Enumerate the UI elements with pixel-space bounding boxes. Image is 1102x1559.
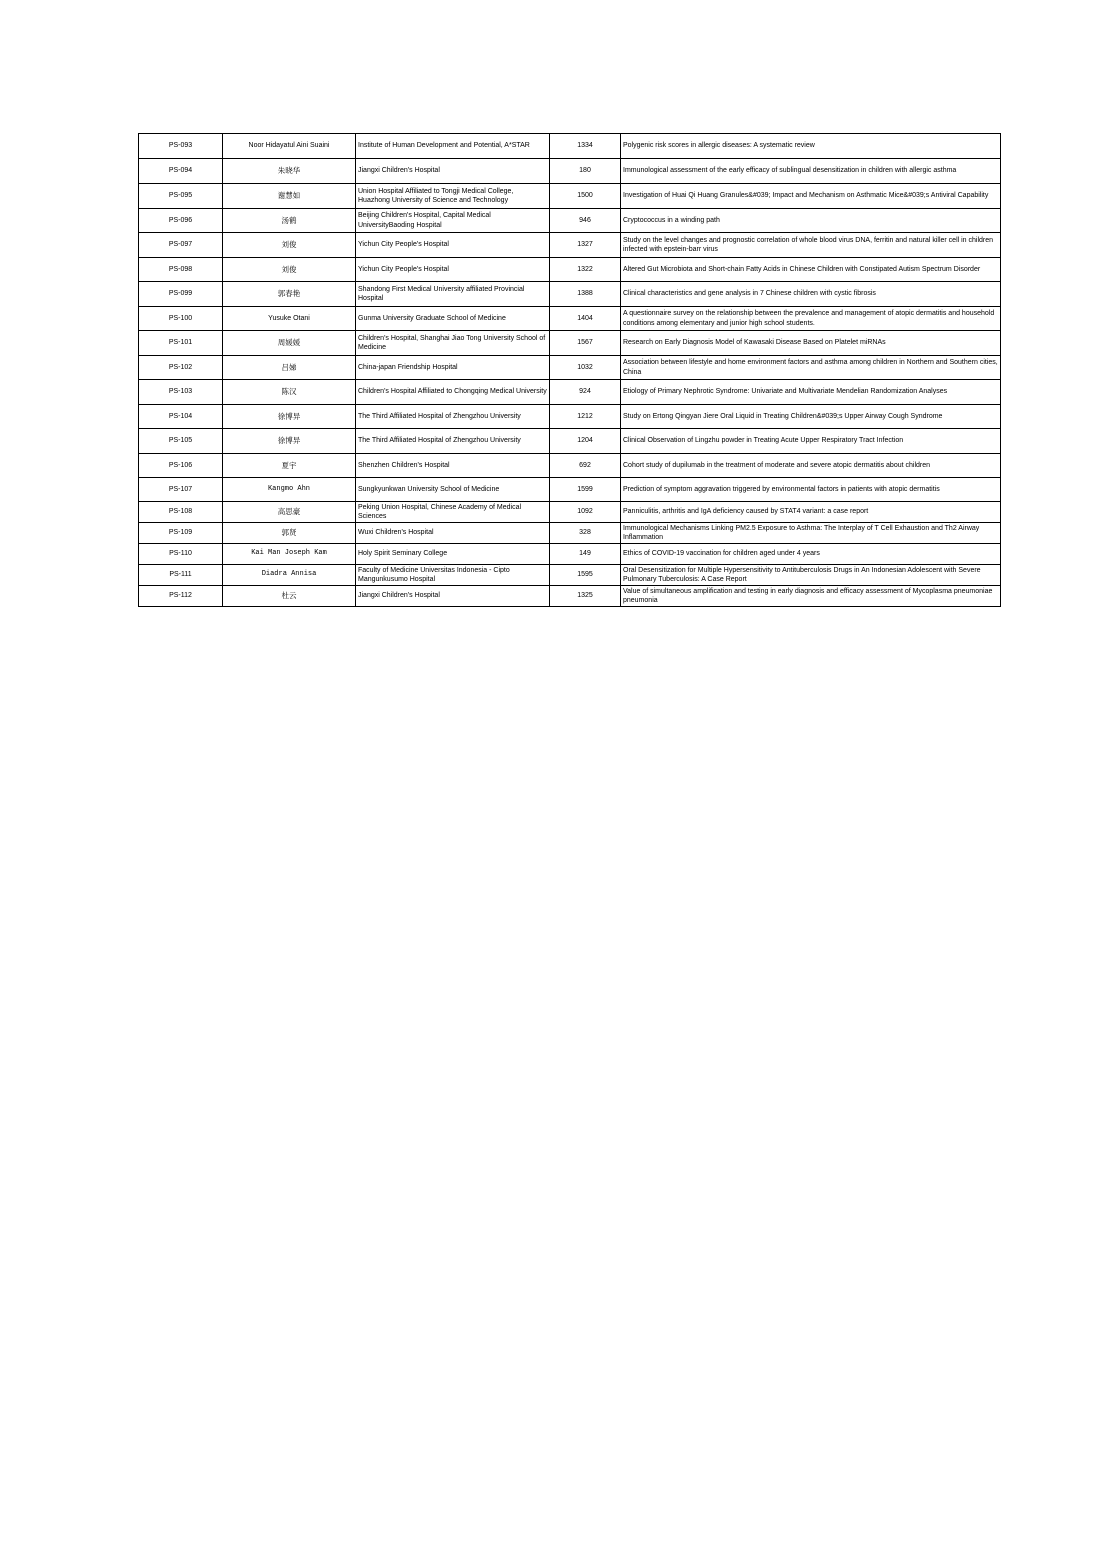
abstract-title: Study on Ertong Qingyan Jiere Oral Liquid in Treating Children&#039;s Upper Airway Cough Syndrome — [621, 405, 1001, 429]
presenter-name: 郭贤 — [223, 523, 356, 544]
poster-code: PS-108 — [139, 502, 223, 523]
abstract-id: 1322 — [550, 258, 621, 282]
presenter-name: Noor Hidayatul Aini Suaini — [223, 134, 356, 159]
abstract-id: 1599 — [550, 478, 621, 502]
abstract-title: Association between lifestyle and home environment factors and asthma among children in Northern and Southern cities, China — [621, 356, 1001, 380]
abstract-title: Prediction of symptom aggravation triggered by environmental factors in patients with atopic dermatitis — [621, 478, 1001, 502]
abstract-title: Value of simultaneous amplification and testing in early diagnosis and efficacy assessment of Mycoplasma pneumoniae pneumonia — [621, 586, 1001, 607]
institution: Beijing Children's Hospital, Capital Medical UniversityBaoding Hospital — [356, 209, 550, 233]
abstract-id: 946 — [550, 209, 621, 233]
abstract-id: 1092 — [550, 502, 621, 523]
table-row — [139, 380, 1001, 405]
abstract-id: 149 — [550, 544, 621, 565]
table-row — [139, 565, 1001, 586]
abstract-id: 1404 — [550, 307, 621, 331]
abstract-id: 1212 — [550, 405, 621, 429]
institution: Shenzhen Children's Hospital — [356, 454, 550, 478]
institution: China-japan Friendship Hospital — [356, 356, 550, 380]
presenter-name: 高思豪 — [223, 502, 356, 523]
institution: Holy Spirit Seminary College — [356, 544, 550, 565]
institution: The Third Affiliated Hospital of Zhengzhou University — [356, 405, 550, 429]
table-row — [139, 258, 1001, 282]
table-row — [139, 282, 1001, 307]
abstract-title: Immunological Mechanisms Linking PM2.5 Exposure to Asthma: The Interplay of T Cell Exhaustion and Th2 Airway Inflammation — [621, 523, 1001, 544]
poster-code: PS-097 — [139, 233, 223, 258]
abstract-title: Cryptococcus in a winding path — [621, 209, 1001, 233]
abstract-id: 180 — [550, 159, 621, 184]
institution: Children's Hospital, Shanghai Jiao Tong University School of Medicine — [356, 331, 550, 356]
abstract-title: Research on Early Diagnosis Model of Kawasaki Disease Based on Platelet miRNAs — [621, 331, 1001, 356]
table-row — [139, 331, 1001, 356]
institution: Institute of Human Development and Potential, A*STAR — [356, 134, 550, 159]
poster-code: PS-110 — [139, 544, 223, 565]
table-row — [139, 523, 1001, 544]
table-row — [139, 454, 1001, 478]
presenter-name: Kangmo Ahn — [223, 478, 356, 502]
table-row — [139, 478, 1001, 502]
poster-code: PS-101 — [139, 331, 223, 356]
abstract-title: Ethics of COVID-19 vaccination for children aged under 4 years — [621, 544, 1001, 565]
institution: The Third Affiliated Hospital of Zhengzhou University — [356, 429, 550, 454]
presenter-name: Kai Man Joseph Kam — [223, 544, 356, 565]
institution: Union Hospital Affiliated to Tongji Medical College, Huazhong University of Science and Technology — [356, 184, 550, 209]
presenter-name: Diadra Annisa — [223, 565, 356, 586]
abstract-id: 1334 — [550, 134, 621, 159]
poster-session-table — [138, 133, 1001, 607]
abstract-title: A questionnaire survey on the relationship between the prevalence and management of atopic dermatitis and household conditions among elementary and junior high school students. — [621, 307, 1001, 331]
abstract-title: Clinical characteristics and gene analysis in 7 Chinese children with cystic fibrosis — [621, 282, 1001, 307]
abstract-title: Polygenic risk scores in allergic diseases: A systematic review — [621, 134, 1001, 159]
poster-code: PS-094 — [139, 159, 223, 184]
abstract-title: Immunological assessment of the early efficacy of sublingual desensitization in children with allergic asthma — [621, 159, 1001, 184]
institution: Sungkyunkwan University School of Medicine — [356, 478, 550, 502]
abstract-title: Clinical Observation of Lingzhu powder in Treating Acute Upper Respiratory Tract Infection — [621, 429, 1001, 454]
abstract-id: 1388 — [550, 282, 621, 307]
poster-code: PS-112 — [139, 586, 223, 607]
poster-code: PS-103 — [139, 380, 223, 405]
presenter-name: 周媛媛 — [223, 331, 356, 356]
institution: Yichun City People's Hospital — [356, 258, 550, 282]
presenter-name: 汤鹤 — [223, 209, 356, 233]
institution: Wuxi Children's Hospital — [356, 523, 550, 544]
table-row — [139, 184, 1001, 209]
poster-code: PS-105 — [139, 429, 223, 454]
table-row — [139, 502, 1001, 523]
abstract-id: 1595 — [550, 565, 621, 586]
abstract-id: 1204 — [550, 429, 621, 454]
abstract-id: 328 — [550, 523, 621, 544]
abstract-id: 924 — [550, 380, 621, 405]
institution: Faculty of Medicine Universitas Indonesia - Cipto Mangunkusumo Hospital — [356, 565, 550, 586]
presenter-name: 朱晓华 — [223, 159, 356, 184]
abstract-title: Cohort study of dupilumab in the treatment of moderate and severe atopic dermatitis about children — [621, 454, 1001, 478]
table-row — [139, 544, 1001, 565]
table-row — [139, 307, 1001, 331]
table-row — [139, 209, 1001, 233]
presenter-name: Yusuke Otani — [223, 307, 356, 331]
poster-code: PS-100 — [139, 307, 223, 331]
abstract-title: Panniculitis, arthritis and IgA deficiency caused by STAT4 variant: a case report — [621, 502, 1001, 523]
table-row — [139, 405, 1001, 429]
institution: Children's Hospital Affiliated to Chongqing Medical University — [356, 380, 550, 405]
abstract-title: Oral Desensitization for Multiple Hypersensitivity to Antituberculosis Drugs in An Indonesian Adolescent with Severe Pulmonary Tuberculosis: A Case Report — [621, 565, 1001, 586]
poster-table-body — [139, 134, 1001, 607]
poster-code: PS-098 — [139, 258, 223, 282]
presenter-name: 郭春艳 — [223, 282, 356, 307]
presenter-name: 刘俊 — [223, 233, 356, 258]
presenter-name: 夏宇 — [223, 454, 356, 478]
presenter-name: 杜云 — [223, 586, 356, 607]
abstract-title: Etiology of Primary Nephrotic Syndrome: Univariate and Multivariate Mendelian Randomization Analyses — [621, 380, 1001, 405]
presenter-name: 徐博异 — [223, 405, 356, 429]
table-row — [139, 586, 1001, 607]
presenter-name: 徐博异 — [223, 429, 356, 454]
table-row — [139, 134, 1001, 159]
abstract-title: Study on the level changes and prognostic correlation of whole blood virus DNA, ferritin and natural killer cell in children infected with epstein-barr virus — [621, 233, 1001, 258]
institution: Yichun City People's Hospital — [356, 233, 550, 258]
presenter-name: 谢慧如 — [223, 184, 356, 209]
table-row — [139, 233, 1001, 258]
abstract-title: Altered Gut Microbiota and Short-chain Fatty Acids in Chinese Children with Constipated Autism Spectrum Disorder — [621, 258, 1001, 282]
poster-code: PS-096 — [139, 209, 223, 233]
poster-code: PS-102 — [139, 356, 223, 380]
poster-code: PS-095 — [139, 184, 223, 209]
table-row — [139, 356, 1001, 380]
institution: Peking Union Hospital, Chinese Academy of Medical Sciences — [356, 502, 550, 523]
institution: Jiangxi Children's Hospital — [356, 586, 550, 607]
presenter-name: 陈汉 — [223, 380, 356, 405]
institution: Gunma University Graduate School of Medicine — [356, 307, 550, 331]
poster-code: PS-109 — [139, 523, 223, 544]
institution: Shandong First Medical University affiliated Provincial Hospital — [356, 282, 550, 307]
table-row — [139, 429, 1001, 454]
poster-code: PS-111 — [139, 565, 223, 586]
abstract-id: 1325 — [550, 586, 621, 607]
table-row — [139, 159, 1001, 184]
poster-code: PS-107 — [139, 478, 223, 502]
abstract-id: 1327 — [550, 233, 621, 258]
abstract-id: 692 — [550, 454, 621, 478]
abstract-title: Investigation of Huai Qi Huang Granules&#039; Impact and Mechanism on Asthmatic Mice&#039;s Antiviral Capability — [621, 184, 1001, 209]
abstract-id: 1567 — [550, 331, 621, 356]
poster-code: PS-099 — [139, 282, 223, 307]
abstract-id: 1032 — [550, 356, 621, 380]
institution: Jiangxi Children's Hospital — [356, 159, 550, 184]
presenter-name: 刘俊 — [223, 258, 356, 282]
poster-code: PS-093 — [139, 134, 223, 159]
presenter-name: 吕娣 — [223, 356, 356, 380]
abstract-id: 1500 — [550, 184, 621, 209]
poster-code: PS-104 — [139, 405, 223, 429]
poster-code: PS-106 — [139, 454, 223, 478]
